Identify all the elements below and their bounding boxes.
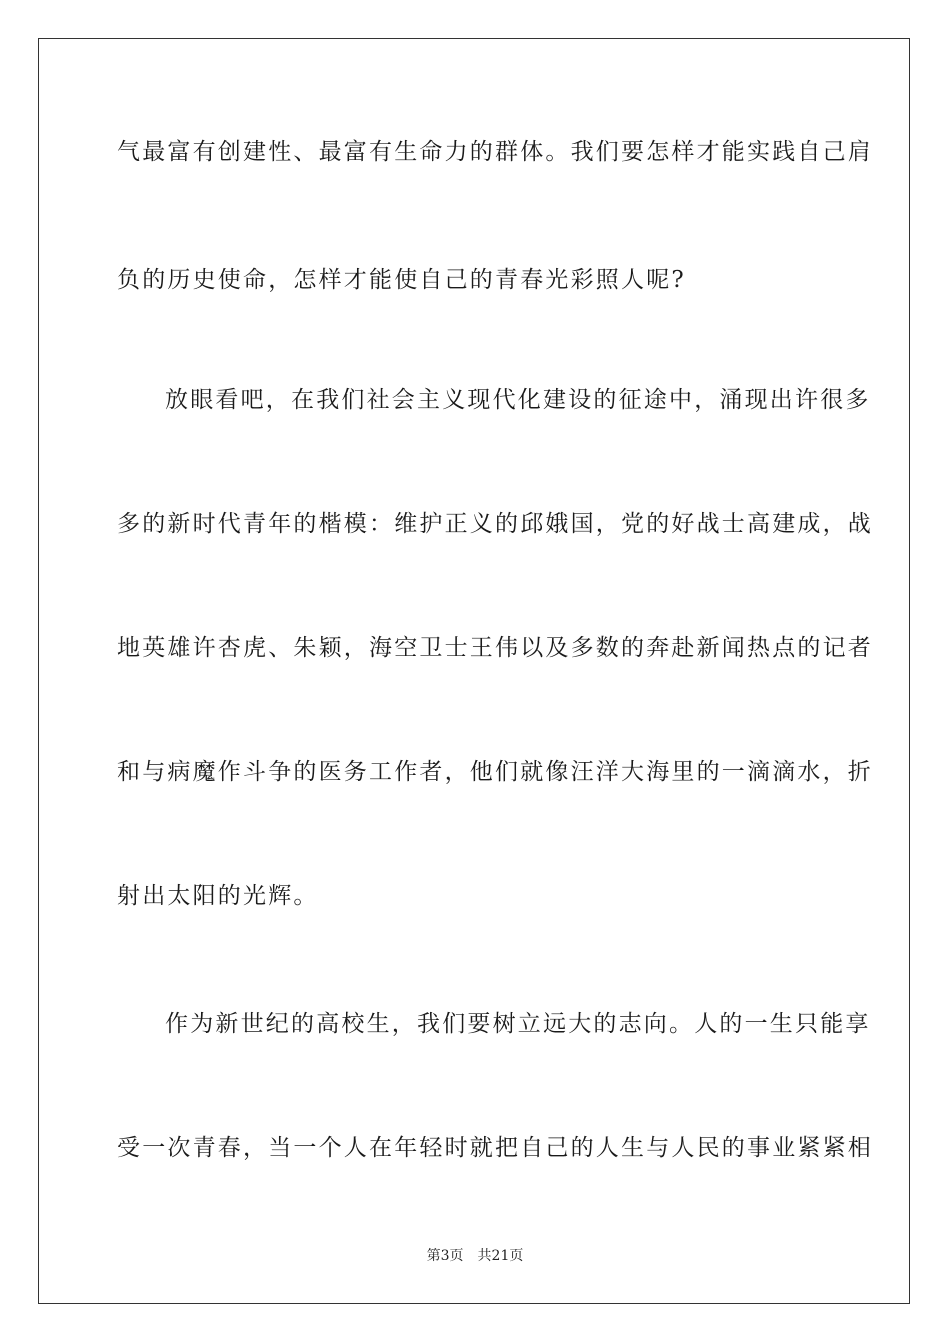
text-line-6: 和与病魔作斗争的医务工作者，他们就像汪洋大海里的一滴滴水，折: [117, 759, 873, 785]
text-line-9: 受一次青春，当一个人在年轻时就把自己的人生与人民的事业紧紧相: [117, 1135, 873, 1161]
page-border: [38, 38, 910, 1304]
page-footer: [0, 1247, 950, 1265]
text-line-4: 多的新时代青年的楷模：维护正义的邱娥国，党的好战士高建成，战: [117, 511, 873, 537]
text-line-7: 射出太阳的光辉。: [117, 883, 319, 909]
text-line-1: 气最富有创建性、最富有生命力的群体。我们要怎样才能实践自己肩: [117, 139, 873, 165]
text-line-5: 地英雄许杏虎、朱颖，海空卫士王伟以及多数的奔赴新闻热点的记者: [117, 635, 873, 661]
page-total: 共21页: [477, 1248, 524, 1264]
text-line-8: 作为新世纪的高校生，我们要树立远大的志向。人的一生只能享: [165, 1011, 871, 1037]
page-number: 第3页: [426, 1248, 464, 1264]
text-line-2: 负的历史使命，怎样才能使自己的青春光彩照人呢?: [117, 267, 686, 293]
text-line-3: 放眼看吧，在我们社会主义现代化建设的征途中，涌现出许很多: [165, 387, 871, 413]
